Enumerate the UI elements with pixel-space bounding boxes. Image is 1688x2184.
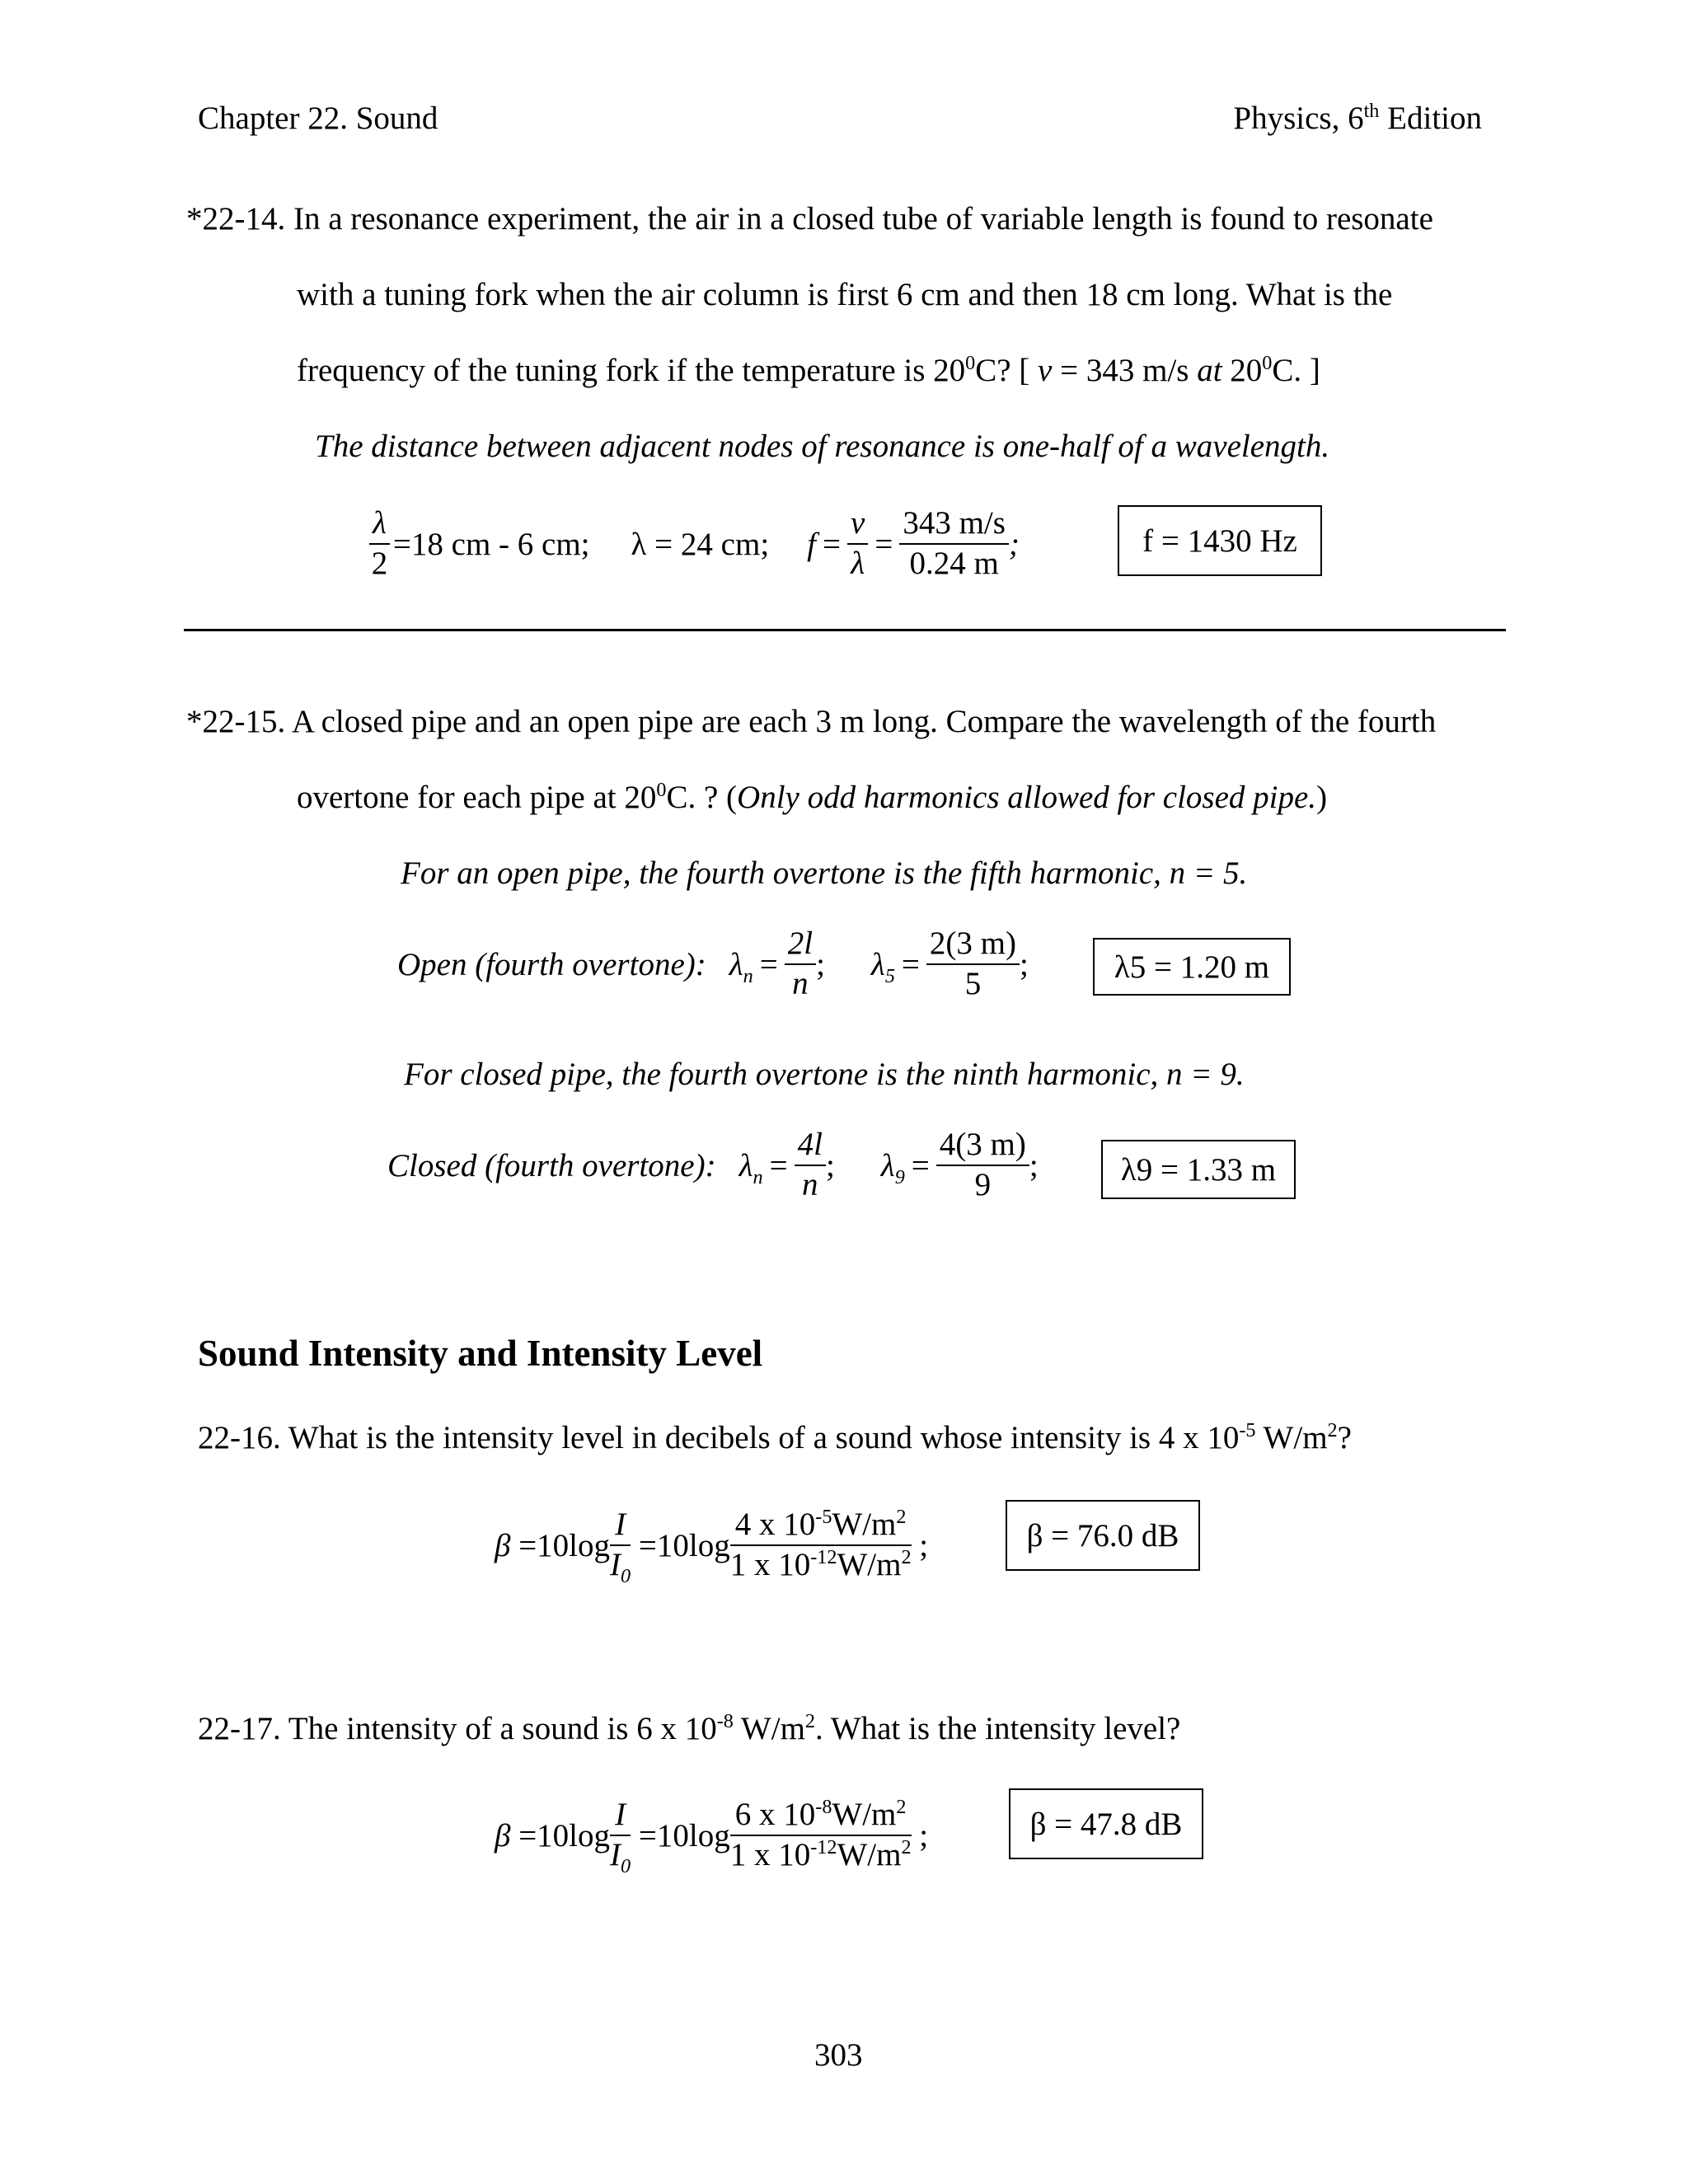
eq-equals-3: = xyxy=(759,946,778,982)
open-frac-2 xyxy=(926,926,1020,1002)
i-den-2: $I_0$ xyxy=(610,1837,631,1877)
p16-fraction xyxy=(730,1507,912,1583)
problem-22-16-equation xyxy=(495,1500,928,1591)
problem-22-16-line1 xyxy=(198,1419,1352,1455)
open-num1: 2l xyxy=(785,926,816,965)
p17-l1c: . What is the intensity level? xyxy=(815,1711,1181,1746)
l3c: = 343 m/s xyxy=(1052,353,1198,388)
frac-den-value: 0.24 m xyxy=(909,546,999,581)
eq-part-4: =10log xyxy=(631,1817,730,1854)
p17-num-exp: -8 xyxy=(815,1796,832,1819)
l3at: at xyxy=(1197,353,1222,388)
l3b: C? [ xyxy=(975,353,1039,388)
eq-equals-6: = xyxy=(911,1147,930,1183)
lambda-9: $\lambda_9$ xyxy=(880,1147,905,1188)
closed-den2: 9 xyxy=(974,1167,992,1202)
answer-box-22-14 xyxy=(1118,505,1322,576)
p17-exp2: 2 xyxy=(804,1710,815,1732)
p16-l1b: W/m xyxy=(1255,1420,1328,1455)
frac-den: 2 xyxy=(371,546,388,581)
p17-den-exp: -12 xyxy=(810,1836,837,1858)
p16-answer: β = 76.0 dB xyxy=(1026,1517,1179,1554)
p17-answer: β = 47.8 dB xyxy=(1029,1806,1183,1842)
closed-answer: λ9 = 1.33 m xyxy=(1120,1151,1277,1188)
degree-sup-3: 0 xyxy=(656,779,667,801)
closed-pipe-equation xyxy=(387,1124,1039,1207)
closed-num1: 4l xyxy=(795,1127,826,1166)
open-pipe-equation xyxy=(397,923,1029,1005)
page-number: 303 xyxy=(814,2037,863,2073)
closed-frac-2 xyxy=(936,1127,1029,1203)
p17-l1b: W/m xyxy=(733,1711,805,1746)
book-title-tail: Edition xyxy=(1379,101,1482,136)
eq-semicolon: ; xyxy=(1008,526,1020,562)
i-num: I xyxy=(610,1507,631,1546)
lambda-5: $\lambda_5$ xyxy=(870,946,895,987)
semi-4: ; xyxy=(1029,1147,1039,1183)
eq-a: =18 cm - 6 cm; xyxy=(392,526,590,562)
lambda-over-two xyxy=(369,506,390,582)
p17-num-val: 6 x 10 xyxy=(734,1797,816,1833)
degree-sup-2: 0 xyxy=(1262,352,1273,374)
frac-num-v: v xyxy=(847,506,868,545)
p17-exp: -8 xyxy=(716,1710,734,1732)
p17-fraction xyxy=(730,1797,912,1873)
p16-num: 4 x $10^{-5}W/m^2$ xyxy=(730,1507,912,1546)
beta-symbol-2: β xyxy=(495,1817,511,1854)
closed-pipe-note: For closed pipe, the fourth overtone is the ninth harmonic, n = 9. xyxy=(404,1057,1245,1092)
l2a: overtone for each pipe at 20 xyxy=(297,780,657,815)
p16-l1c: ? xyxy=(1337,1420,1352,1455)
eq-equals: = xyxy=(823,526,841,562)
l3e: C. ] xyxy=(1272,353,1320,388)
answer-box-22-16 xyxy=(1006,1500,1200,1571)
problem-22-14-line1: *22-14. In a resonance experiment, the air in a closed tube of variable length is found to resonate xyxy=(186,201,1433,237)
lambda-n: $\lambda_n$ xyxy=(729,946,753,987)
i-den: $I_0$ xyxy=(610,1547,631,1587)
p16-exp2: 2 xyxy=(1327,1419,1338,1441)
i-over-i0 xyxy=(610,1507,631,1587)
i-num-2: I xyxy=(610,1797,631,1836)
p17-den: 1 x $10^{-12}W/m^2$ xyxy=(729,1836,912,1872)
problem-22-14-line2: with a tuning fork when the air column is first 6 cm and then 18 cm long. What is the xyxy=(297,277,1393,312)
running-header-book xyxy=(1233,102,1482,134)
p16-l1a: 22-16. What is the intensity level in decibels of a sound whose intensity is 4 x 10 xyxy=(198,1420,1240,1455)
answer-box-22-17 xyxy=(1009,1788,1203,1859)
running-header-chapter: Chapter 22. Sound xyxy=(198,101,438,136)
open-frac-1 xyxy=(785,926,816,1002)
problem-22-17-line1 xyxy=(198,1710,1181,1746)
open-answer: λ5 = 1.20 m xyxy=(1114,949,1270,985)
closed-label: Closed (fourth overtone): xyxy=(387,1147,716,1183)
p16-exp: -5 xyxy=(1239,1419,1256,1441)
book-title: Physics, 6 xyxy=(1233,101,1364,136)
p16-den: 1 x $10^{-12}W/m^2$ xyxy=(729,1546,912,1582)
section-title: Sound Intensity and Intensity Level xyxy=(198,1333,763,1374)
v-over-lambda xyxy=(847,506,868,582)
problem-22-15-line1: *22-15. A closed pipe and an open pipe are each 3 m long. Compare the wavelength of the fourth xyxy=(186,704,1437,739)
open-den2: 5 xyxy=(964,966,982,1001)
frac-num: λ xyxy=(369,506,390,545)
lambda-n-2: $\lambda_n$ xyxy=(738,1147,763,1188)
problem-22-14-note: The distance between adjacent nodes of resonance is one-half of a wavelength. xyxy=(315,429,1330,464)
l3a: frequency of the tuning fork if the temperature is 20 xyxy=(297,353,966,388)
eq-part: =10log xyxy=(510,1527,611,1563)
semi-5: ; xyxy=(911,1527,929,1563)
problem-22-15-line2 xyxy=(297,781,1327,813)
closed-den1: n xyxy=(802,1167,818,1202)
section-heading xyxy=(198,1335,762,1372)
semi-6: ; xyxy=(911,1817,929,1854)
closed-num2: 4(3 m) xyxy=(936,1127,1029,1166)
p16-den-val: 1 x 10 xyxy=(729,1547,811,1582)
degree-sup: 0 xyxy=(965,352,976,374)
p17-num: 6 x $10^{-8}W/m^2$ xyxy=(730,1797,912,1836)
eq-equals-5: = xyxy=(769,1147,788,1183)
p17-den-val: 1 x 10 xyxy=(729,1837,811,1872)
problem-22-14-line3 xyxy=(297,354,1320,387)
l3d: 20 xyxy=(1221,353,1263,388)
i-over-i0-2 xyxy=(610,1797,631,1877)
answer-22-14: f = 1430 Hz xyxy=(1142,523,1297,559)
open-pipe-note: For an open pipe, the fourth overtone is the fifth harmonic, n = 5. xyxy=(401,855,1248,891)
l2b: C. ? ( xyxy=(666,780,738,815)
closed-frac-1 xyxy=(795,1127,826,1203)
p16-num-exp: -5 xyxy=(815,1506,832,1529)
eq-equals-2: = xyxy=(874,526,893,562)
beta-symbol: β xyxy=(495,1527,511,1563)
answer-box-closed xyxy=(1101,1140,1296,1199)
answer-box-open xyxy=(1093,938,1291,996)
semi-2: ; xyxy=(1019,946,1029,982)
semi-1: ; xyxy=(816,946,825,982)
book-edition-sup: th xyxy=(1363,100,1380,122)
semi-3: ; xyxy=(825,1147,835,1183)
p17-l1a: 22-17. The intensity of a sound is 6 x 10 xyxy=(198,1711,717,1746)
open-label: Open (fourth overtone): xyxy=(397,946,706,982)
p16-den-exp: -12 xyxy=(810,1546,837,1568)
problem-22-17-equation xyxy=(495,1790,928,1881)
frac-den-l: λ xyxy=(851,546,865,581)
eq-equals-4: = xyxy=(901,946,920,982)
l2it: Only odd harmonics allowed for closed pipe. xyxy=(737,780,1317,815)
open-num2: 2(3 m) xyxy=(926,926,1020,965)
section-divider xyxy=(184,629,1506,631)
eq-part-3: =10log xyxy=(510,1817,611,1854)
numeric-fraction xyxy=(899,506,1009,582)
l3v: v xyxy=(1038,353,1053,388)
open-den1: n xyxy=(792,966,809,1001)
eq-f: f xyxy=(807,526,816,562)
problem-22-14-equation xyxy=(369,503,1020,585)
frac-num-value: 343 m/s xyxy=(899,506,1009,545)
l2c: ) xyxy=(1316,780,1328,815)
eq-b: λ = 24 cm; xyxy=(631,526,770,562)
p16-num-val: 4 x 10 xyxy=(734,1507,816,1543)
eq-part-2: =10log xyxy=(631,1527,730,1563)
